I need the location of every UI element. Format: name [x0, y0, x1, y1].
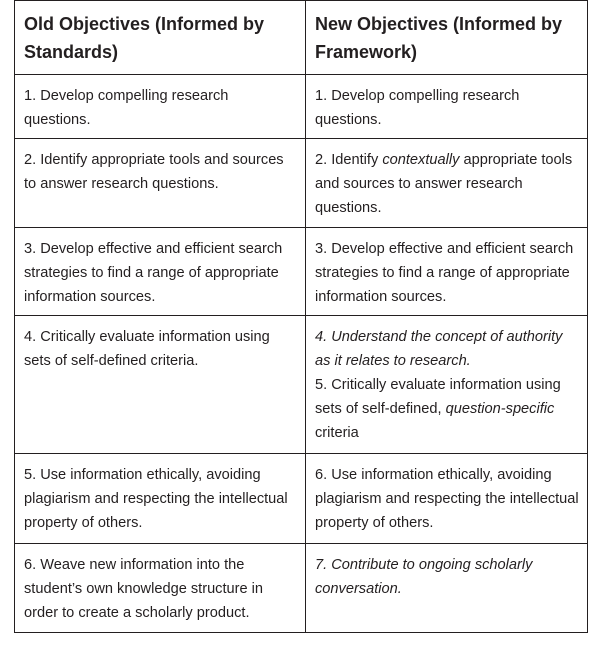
new-objective-cell — [306, 139, 588, 228]
table-row — [15, 139, 588, 228]
objectives-comparison-table — [14, 0, 588, 633]
header-row — [15, 1, 588, 75]
new-objective-cell: 6. Use information ethically, avoiding plagiarism and respecting the intellectual property of others. — [306, 453, 588, 544]
old-objective-cell: 1. Develop compelling research questions. — [15, 74, 306, 139]
new-objective-cell — [306, 316, 588, 453]
new-objective-italic-line: 7. Contribute to ongoing scholarly conversation. — [315, 557, 533, 598]
new-objective-italic-line: 4. Understand the concept of authority as it relates to research. — [315, 329, 563, 370]
new-objective-emphasis: contextually — [382, 152, 460, 169]
header-old-objectives: Old Objectives (Informed by Standards) — [15, 1, 306, 75]
new-objective-cell: 1. Develop compelling research questions. — [306, 74, 588, 139]
old-objective-cell: 2. Identify appropriate tools and sources to answer research questions. — [15, 139, 306, 228]
new-objective-text: 2. Identify — [315, 152, 383, 169]
table-row — [15, 453, 588, 544]
old-objective-cell: 4. Critically evaluate information using sets of self-defined criteria. — [15, 316, 306, 453]
new-objective-emphasis: question-specific — [445, 401, 555, 418]
new-objective-text: 5. Critically evaluate information using sets of self-defined, — [315, 377, 561, 418]
new-objective-cell: 3. Develop effective and efficient search strategies to find a range of appropriate information sources. — [306, 227, 588, 316]
table-row — [15, 544, 588, 633]
header-new-objectives: New Objectives (Informed by Framework) — [306, 1, 588, 75]
table-row — [15, 227, 588, 316]
new-objective-text: criteria — [315, 425, 359, 442]
old-objective-cell: 3. Develop effective and efficient search strategies to find a range of appropriate information sources. — [15, 227, 306, 316]
old-objective-cell: 6. Weave new information into the student’s own knowledge structure in order to create a scholarly product. — [15, 544, 306, 633]
table-row — [15, 316, 588, 453]
old-objective-cell: 5. Use information ethically, avoiding plagiarism and respecting the intellectual property of others. — [15, 453, 306, 544]
new-objective-text: appropriate tools and sources to answer research questions. — [315, 152, 573, 217]
new-objective-cell — [306, 544, 588, 633]
table-row — [15, 74, 588, 139]
